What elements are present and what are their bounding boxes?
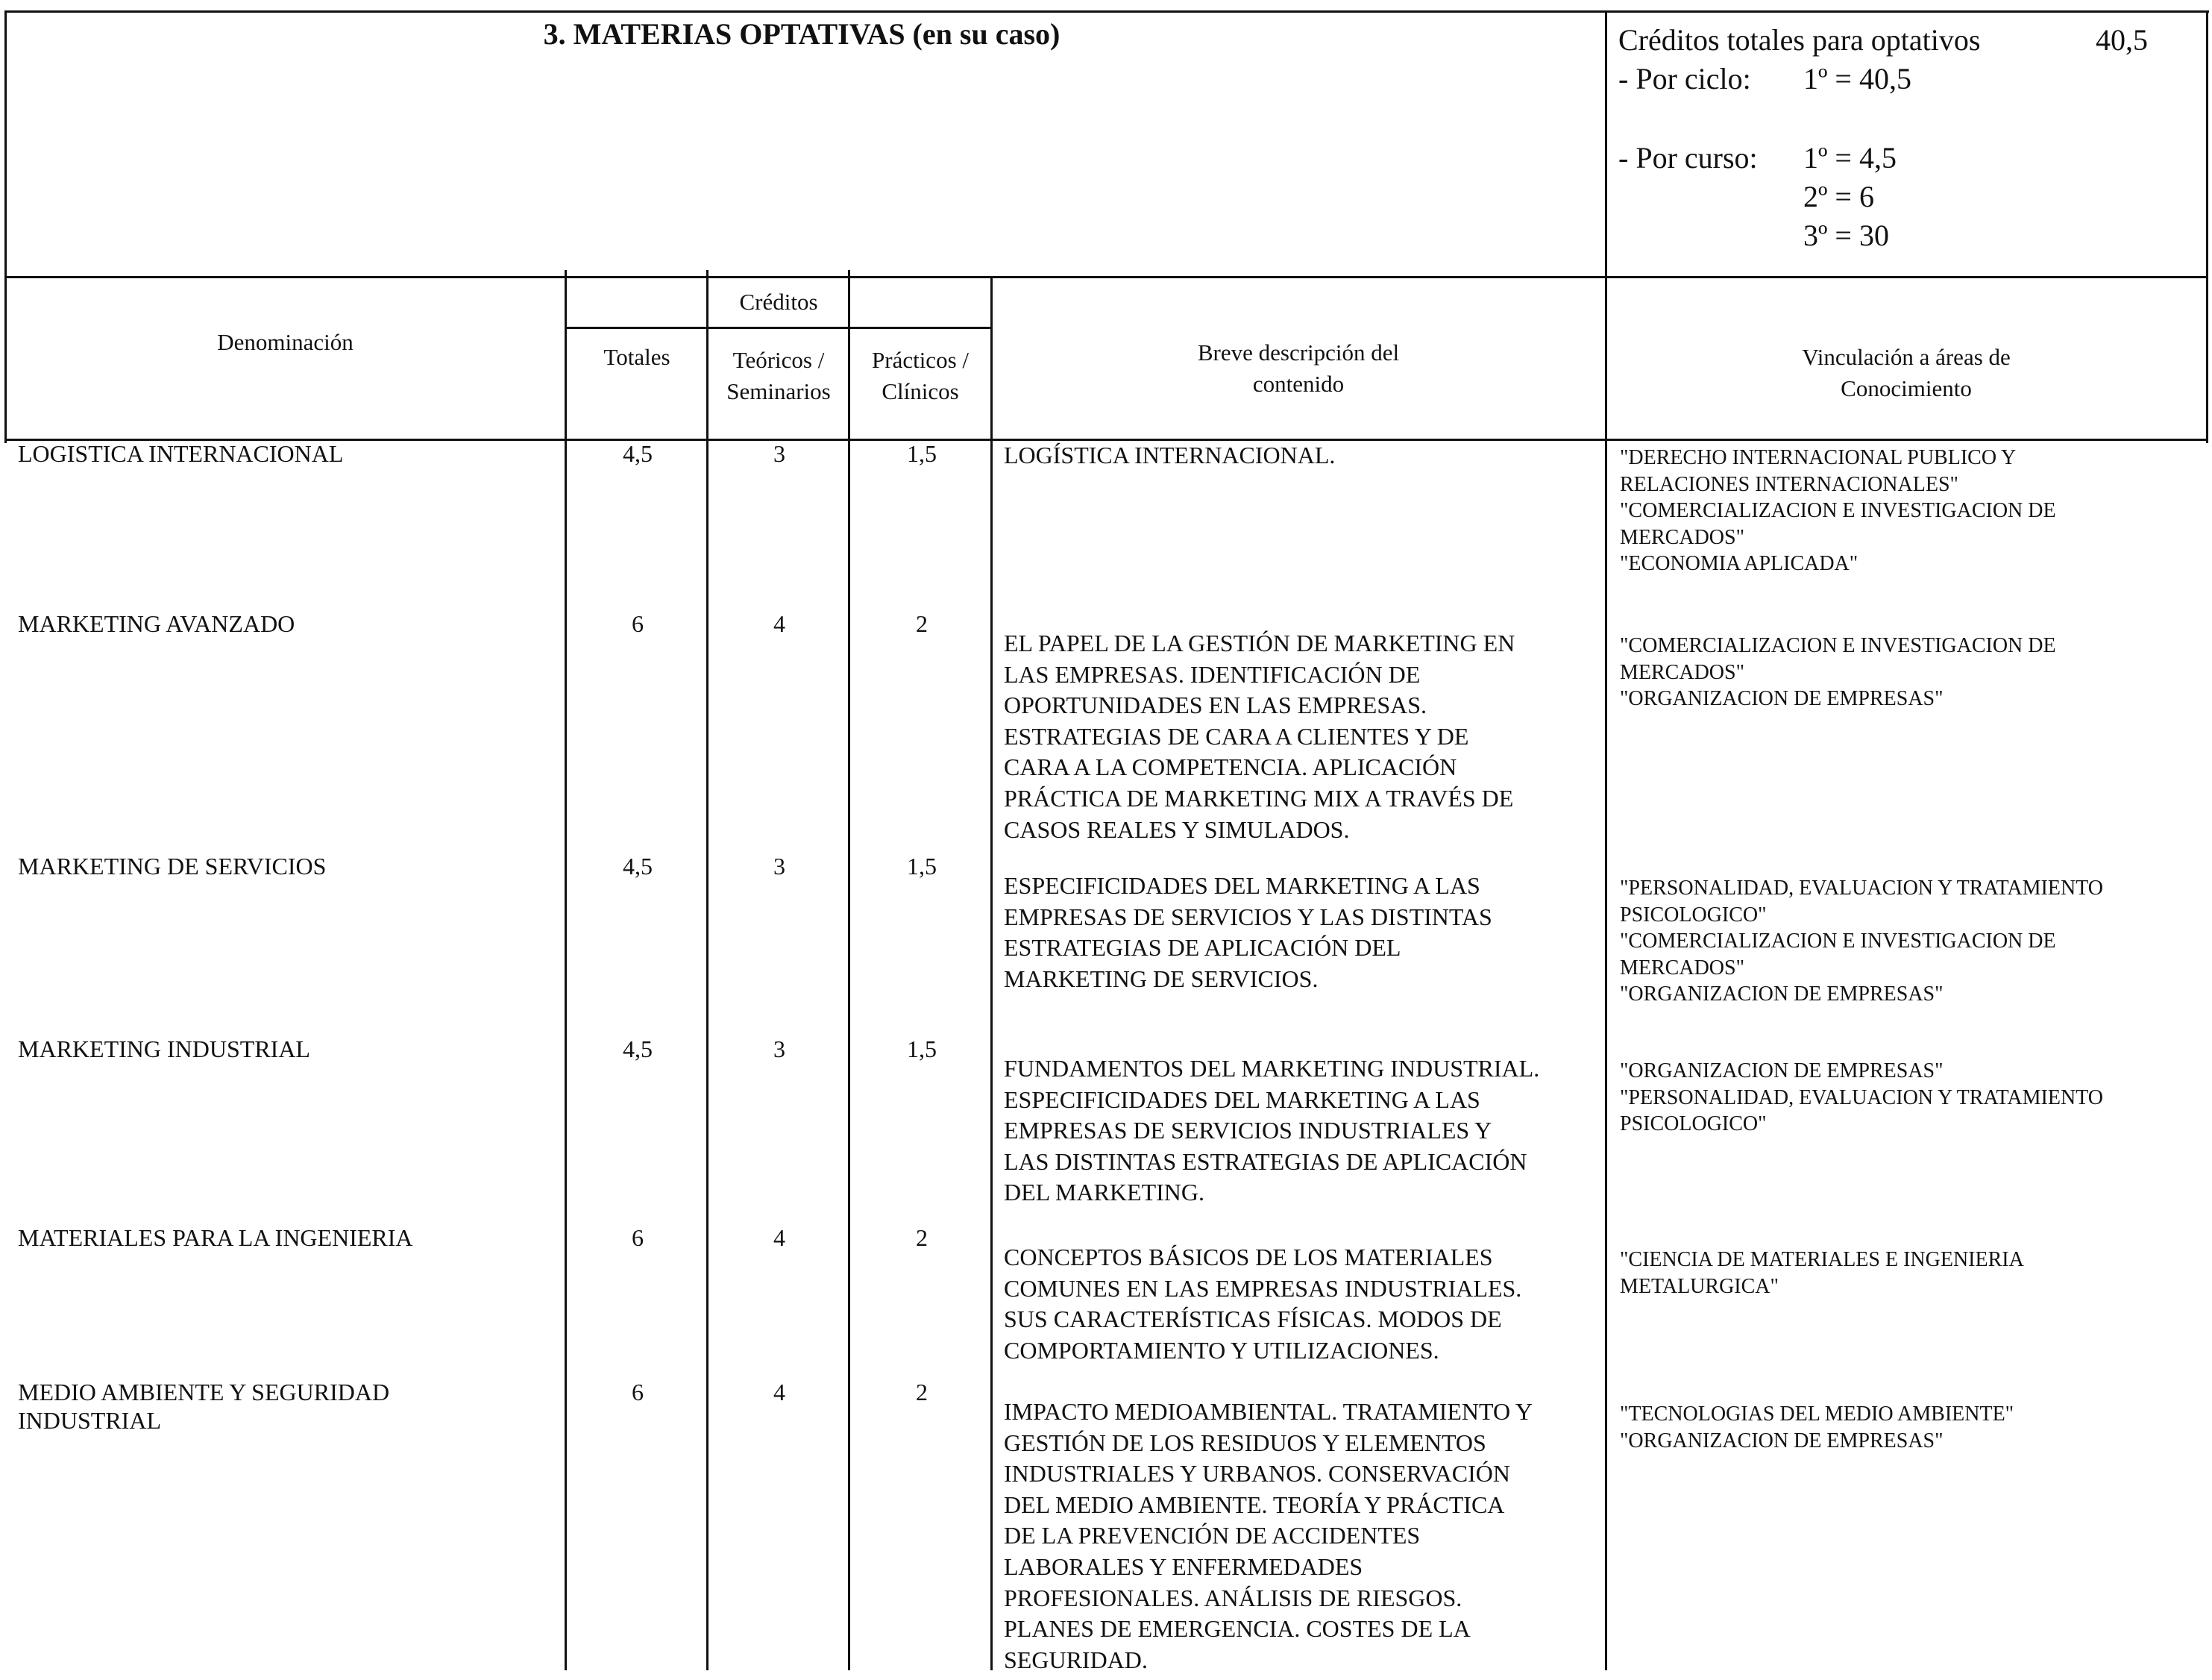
row-descripcion-line: OPORTUNIDADES EN LAS EMPRESAS. [1004, 692, 1427, 719]
row-vinculacion-line: "PERSONALIDAD, EVALUACION Y TRATAMIENTO [1620, 1085, 2104, 1109]
row-teoricos: 4 [773, 1379, 785, 1405]
row-denominacion-line: MATERIALES PARA LA INGENIERIA [18, 1224, 413, 1251]
row-teoricos: 3 [773, 1035, 785, 1062]
row-descripcion [1004, 440, 1593, 471]
creditos-subheader-rule [565, 327, 992, 329]
row-vinculacion [1620, 445, 2209, 577]
row-denominacion [18, 610, 555, 639]
row-totales: 4,5 [623, 440, 653, 467]
row-descripcion-line: ESPECIFICIDADES DEL MARKETING A LAS [1004, 872, 1480, 899]
row-vinculacion-line: "ORGANIZACION DE EMPRESAS" [1620, 982, 1944, 1006]
row-descripcion-line: SEGURIDAD. [1004, 1646, 1148, 1673]
col-header-creditos: Créditos [739, 289, 818, 315]
por-curso-value-3: 3º = 30 [1803, 219, 1889, 252]
por-curso-value-2: 2º = 6 [1803, 180, 1874, 213]
row-descripcion [1004, 871, 1593, 994]
row-vinculacion [1620, 1401, 2209, 1454]
row-descripcion-line: CARA A LA COMPETENCIA. APLICACIÓN [1004, 753, 1457, 781]
row-vinculacion-line: RELACIONES INTERNACIONALES" [1620, 472, 1958, 496]
col-divider-1 [565, 270, 567, 1670]
row-vinculacion-line: "COMERCIALIZACION E INVESTIGACION DE [1620, 930, 2056, 953]
row-descripcion-line: EMPRESAS DE SERVICIOS INDUSTRIALES Y [1004, 1117, 1492, 1144]
row-descripcion-line: EL PAPEL DE LA GESTIÓN DE MARKETING EN [1004, 630, 1515, 656]
row-vinculacion-line: MERCADOS" [1620, 660, 1745, 684]
row-descripcion-line: PROFESIONALES. ANÁLISIS DE RIESGOS. [1004, 1584, 1462, 1611]
row-vinculacion-line: "ORGANIZACION DE EMPRESAS" [1620, 687, 1944, 711]
col-header-practicos-line1: Prácticos / [872, 347, 969, 373]
border-top [4, 10, 2209, 13]
por-curso-row-3 [1618, 216, 2200, 255]
row-descripcion-line: FUNDAMENTOS DEL MARKETING INDUSTRIAL. [1004, 1055, 1540, 1082]
row-descripcion-line: PLANES DE EMERGENCIA. COSTES DE LA [1004, 1615, 1471, 1643]
row-descripcion-line: PRÁCTICA DE MARKETING MIX A TRAVÉS DE [1004, 784, 1514, 812]
por-ciclo-row [1618, 60, 2200, 98]
row-totales: 4,5 [623, 853, 653, 880]
row-vinculacion-line: "CIENCIA DE MATERIALES E INGENIERIA [1620, 1248, 2024, 1271]
row-denominacion-line: MARKETING INDUSTRIAL [18, 1035, 310, 1062]
col-header-practicos [850, 345, 990, 407]
por-ciclo-label: - Por ciclo: [1618, 62, 1751, 95]
row-vinculacion-line: "PERSONALIDAD, EVALUACION Y TRATAMIENTO [1620, 877, 2104, 900]
row-vinculacion-line: "COMERCIALIZACION E INVESTIGACION DE [1620, 499, 2056, 523]
credits-total-row [1618, 21, 2200, 60]
header-bottom-rule [4, 276, 2208, 278]
col-header-vinculacion-line1: Vinculación a áreas de [1802, 344, 2011, 370]
row-descripcion [1004, 1053, 1593, 1209]
row-descripcion-line: LAS EMPRESAS. IDENTIFICACIÓN DE [1004, 660, 1421, 688]
col-header-vinculacion-line2: Conocimiento [1841, 374, 1972, 401]
row-descripcion-line: IMPACTO MEDIOAMBIENTAL. TRATAMIENTO Y [1004, 1398, 1533, 1425]
col-header-practicos-line2: Clínicos [882, 377, 959, 404]
row-vinculacion-line: "ORGANIZACION DE EMPRESAS" [1620, 1429, 1944, 1452]
row-vinculacion [1620, 875, 2209, 1008]
row-vinculacion-line: METALURGICA" [1620, 1274, 1779, 1298]
row-teoricos: 3 [773, 853, 785, 880]
row-vinculacion-line: MERCADOS" [1620, 525, 1745, 549]
row-vinculacion [1620, 1058, 2209, 1138]
row-denominacion [18, 440, 555, 468]
row-denominacion-line: MARKETING DE SERVICIOS [18, 853, 327, 880]
row-vinculacion-line: "COMERCIALIZACION E INVESTIGACION DE [1620, 634, 2056, 657]
row-descripcion [1004, 1242, 1593, 1366]
por-curso-row [1618, 139, 2200, 178]
col-header-descripcion-line1: Breve descripción del [1197, 339, 1400, 366]
por-curso-row-2 [1618, 178, 2200, 216]
row-totales: 6 [632, 1224, 644, 1251]
row-descripcion-line: CONCEPTOS BÁSICOS DE LOS MATERIALES [1004, 1244, 1493, 1270]
row-practicos: 1,5 [907, 440, 937, 467]
por-ciclo-value: 1º = 40,5 [1803, 62, 1911, 95]
col-divider-4 [990, 276, 993, 1670]
row-practicos: 1,5 [907, 853, 937, 880]
row-descripcion-line: CASOS REALES Y SIMULADOS. [1004, 815, 1350, 843]
row-teoricos: 4 [773, 610, 785, 637]
row-descripcion-line: MARKETING DE SERVICIOS. [1004, 965, 1319, 992]
row-vinculacion-line: PSICOLOGICO" [1620, 1112, 1767, 1136]
row-denominacion [18, 1035, 555, 1064]
row-descripcion-line: DEL MARKETING. [1004, 1179, 1204, 1206]
row-vinculacion-line: "ECONOMIA APLICADA" [1620, 552, 1858, 576]
row-vinculacion [1620, 633, 2209, 712]
row-vinculacion-line: "TECNOLOGIAS DEL MEDIO AMBIENTE" [1620, 1402, 2014, 1426]
col-header-teoricos-line1: Teóricos / [732, 347, 825, 373]
section-title: 3. MATERIAS OPTATIVAS (en su caso) [543, 17, 1061, 51]
row-vinculacion-line: PSICOLOGICO" [1620, 903, 1767, 927]
row-vinculacion-line: MERCADOS" [1620, 956, 1745, 980]
border-left [4, 10, 7, 443]
row-descripcion-line: DE LA PREVENCIÓN DE ACCIDENTES [1004, 1522, 1421, 1549]
col-header-descripcion-line2: contenido [1252, 370, 1345, 397]
row-denominacion-line: INDUSTRIAL [18, 1406, 161, 1434]
border-right [2206, 10, 2208, 443]
row-descripcion-line: DEL MEDIO AMBIENTE. TEORÍA Y PRÁCTICA [1004, 1491, 1505, 1518]
row-teoricos: 3 [773, 440, 785, 467]
row-descripcion-line: COMPORTAMIENTO Y UTILIZACIONES. [1004, 1336, 1439, 1364]
por-curso-label: - Por curso: [1618, 141, 1758, 175]
row-denominacion [18, 1224, 555, 1253]
row-totales: 6 [632, 610, 644, 637]
row-vinculacion-line: "ORGANIZACION DE EMPRESAS" [1620, 1059, 1944, 1082]
row-descripcion-line: EMPRESAS DE SERVICIOS Y LAS DISTINTAS [1004, 903, 1492, 930]
row-descripcion-line: COMUNES EN LAS EMPRESAS INDUSTRIALES. [1004, 1274, 1522, 1302]
row-denominacion-line: MARKETING AVANZADO [18, 610, 295, 637]
col-header-totales: Totales [603, 344, 670, 370]
col-header-vinculacion [1608, 342, 2205, 404]
row-denominacion-line: LOGISTICA INTERNACIONAL [18, 440, 344, 467]
col-divider-3 [848, 270, 850, 1670]
row-descripcion [1004, 628, 1593, 845]
credits-total-value: 40,5 [2096, 23, 2148, 57]
col-divider-2 [706, 270, 708, 1670]
row-vinculacion-line: "DERECHO INTERNACIONAL PUBLICO Y [1620, 446, 2017, 469]
row-totales: 6 [632, 1379, 644, 1405]
row-descripcion-line: LABORALES Y ENFERMEDADES [1004, 1552, 1363, 1580]
row-descripcion-line: ESTRATEGIAS DE APLICACIÓN DEL [1004, 934, 1401, 962]
row-descripcion-line: INDUSTRIALES Y URBANOS. CONSERVACIÓN [1004, 1460, 1510, 1488]
row-descripcion-line: SUS CARACTERÍSTICAS FÍSICAS. MODOS DE [1004, 1306, 1502, 1333]
row-practicos: 2 [916, 1224, 928, 1251]
credits-summary [1618, 21, 2200, 255]
row-totales: 4,5 [623, 1035, 653, 1062]
row-denominacion-line: MEDIO AMBIENTE Y SEGURIDAD [18, 1379, 390, 1405]
header-divider-vertical [1605, 10, 1607, 1670]
por-curso-value-1: 1º = 4,5 [1803, 141, 1897, 175]
row-practicos: 2 [916, 1379, 928, 1405]
col-header-descripcion [993, 337, 1603, 400]
row-descripcion-line: LOGÍSTICA INTERNACIONAL. [1004, 442, 1336, 468]
spacer [1618, 98, 2200, 139]
col-header-denominacion: Denominación [217, 329, 354, 355]
row-denominacion [18, 853, 555, 881]
col-header-teoricos-line2: Seminarios [726, 377, 831, 404]
row-teoricos: 4 [773, 1224, 785, 1251]
row-descripcion-line: ESTRATEGIAS DE CARA A CLIENTES Y DE [1004, 722, 1469, 750]
row-practicos: 2 [916, 610, 928, 637]
row-descripcion [1004, 1397, 1593, 1676]
credits-total-label: Créditos totales para optativos [1618, 23, 1981, 57]
col-header-teoricos [708, 345, 849, 407]
row-descripcion-line: GESTIÓN DE LOS RESIDUOS Y ELEMENTOS [1004, 1429, 1486, 1456]
row-practicos: 1,5 [907, 1035, 937, 1062]
row-descripcion-line: LAS DISTINTAS ESTRATEGIAS DE APLICACIÓN [1004, 1147, 1527, 1175]
row-descripcion-line: ESPECIFICIDADES DEL MARKETING A LAS [1004, 1085, 1480, 1113]
row-vinculacion [1620, 1247, 2209, 1300]
row-denominacion [18, 1379, 555, 1435]
